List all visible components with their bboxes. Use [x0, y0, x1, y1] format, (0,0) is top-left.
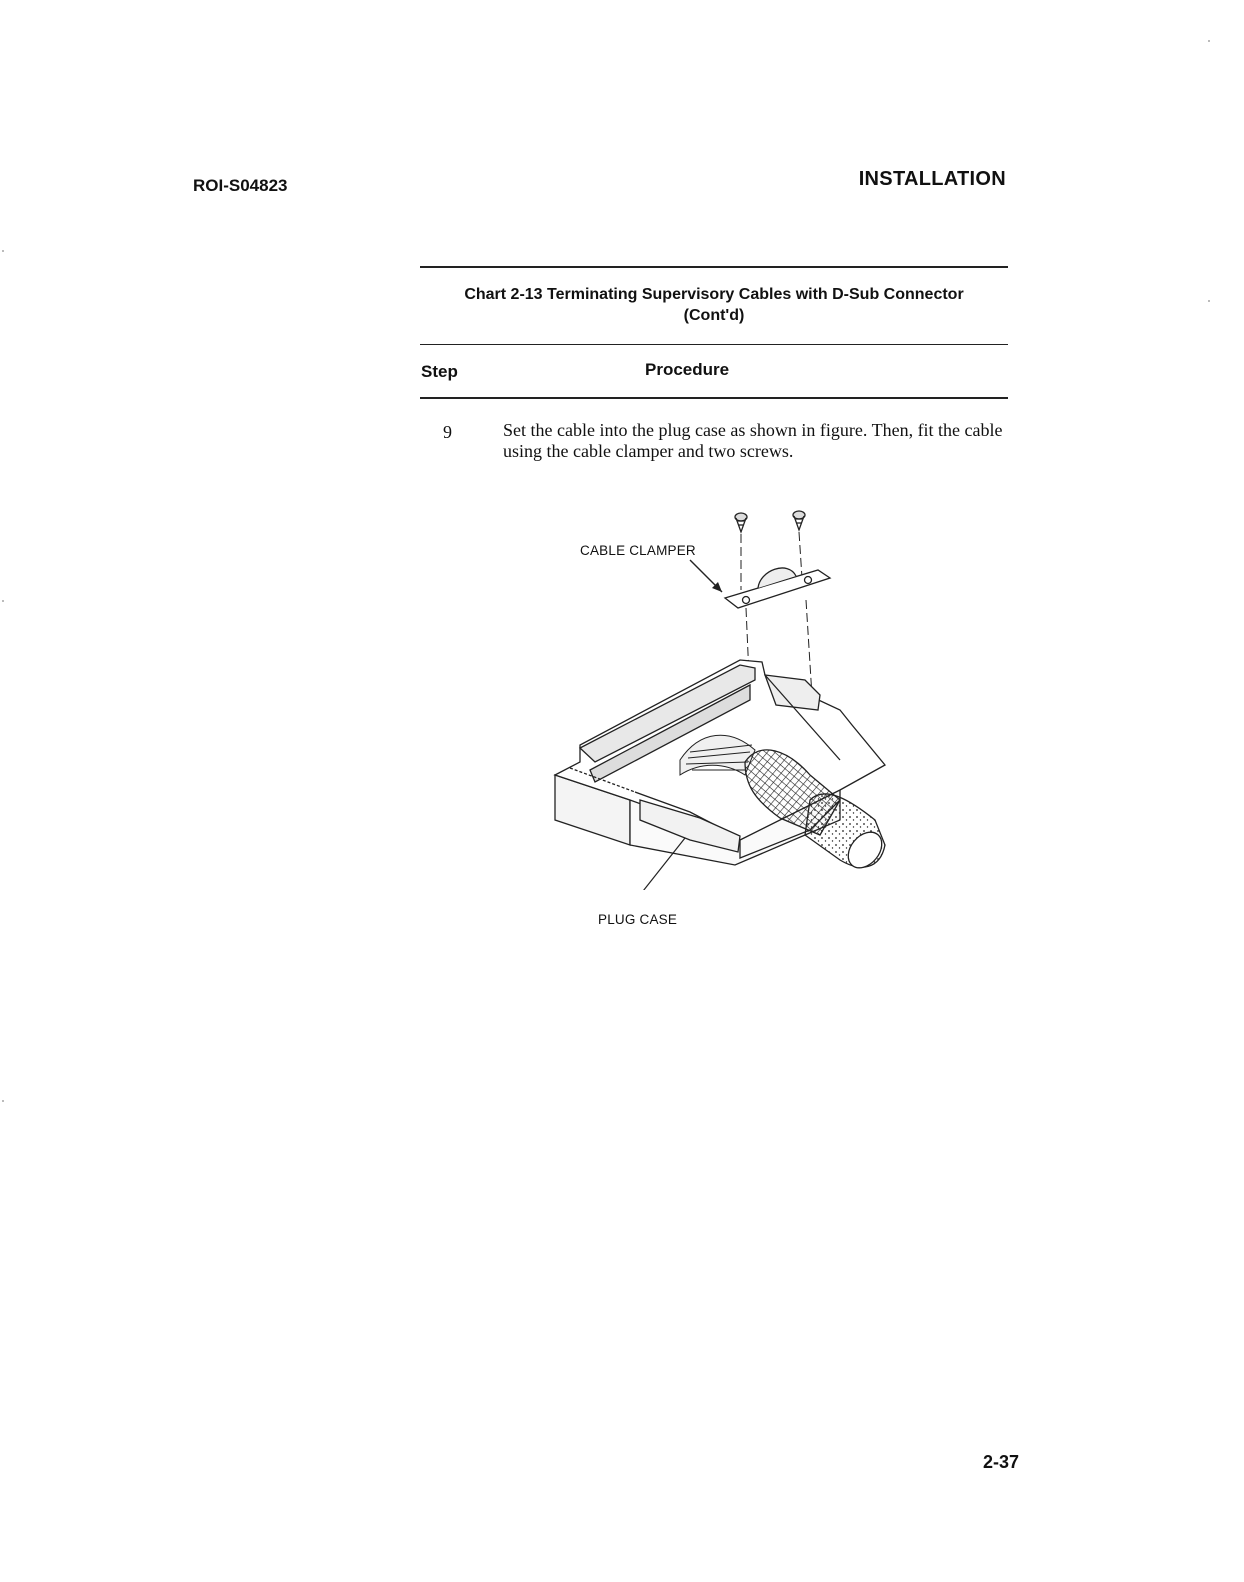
scan-mark	[2, 1100, 4, 1102]
header-rule	[420, 397, 1008, 399]
page-number: 2-37	[983, 1452, 1020, 1472]
scan-mark	[2, 600, 4, 602]
screw-right-icon	[793, 511, 805, 530]
section-title: INSTALLATION	[858, 168, 1006, 190]
connector-assembly-figure	[540, 500, 920, 890]
plug-case-label: PLUG CASE	[598, 912, 678, 927]
scan-mark	[1208, 300, 1210, 302]
document-id: ROI-S04823	[193, 176, 288, 195]
screw-left-icon	[735, 513, 747, 532]
column-header-procedure: Procedure	[645, 360, 730, 379]
top-rule	[420, 266, 1008, 268]
cable-clamper-label: CABLE CLAMPER	[580, 543, 696, 558]
chart-title-line2: (Cont'd)	[683, 307, 745, 324]
chart-title-line1: Chart 2-13 Terminating Supervisory Cables with D-Sub Connector	[464, 286, 964, 303]
step-text: Set the cable into the plug case as shown in figure. Then, fit the cable using the cable clamper and two screws.	[503, 420, 1003, 461]
scan-mark	[2, 250, 4, 252]
step-number: 9	[443, 422, 452, 442]
column-header-step: Step	[421, 362, 458, 381]
scan-mark	[1208, 40, 1210, 42]
chart-title	[420, 284, 1008, 326]
title-rule	[420, 344, 1008, 345]
